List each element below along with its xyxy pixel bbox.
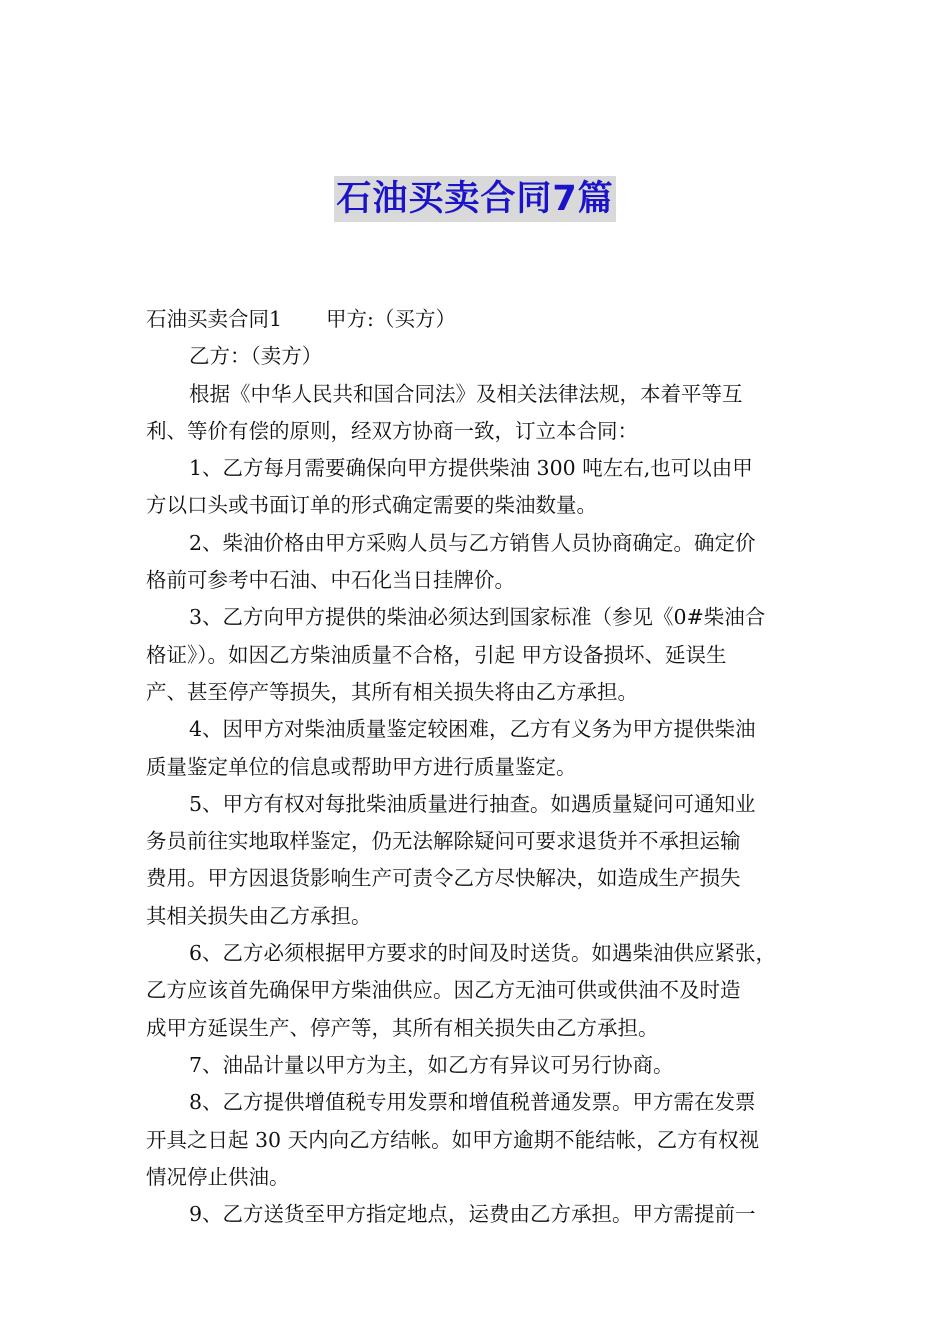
text-line-content: 8、乙方提供增值税专用发票和增值税普通发票。甲方需在发票 xyxy=(189,1090,756,1115)
text-line xyxy=(146,413,806,450)
text-line-content: 4、因甲方对柴油质量鉴定较困难，乙方有义务为甲方提供柴油 xyxy=(189,717,756,742)
text-line-content: 开具之日起 30 天内向乙方结帐。如甲方逾期不能结帐，乙方有权视 xyxy=(146,1127,760,1152)
text-line-content: 2、柴油价格由甲方采购人员与乙方销售人员协商确定。确定价 xyxy=(189,530,756,555)
text-line xyxy=(146,749,806,786)
text-line-content: 成甲方延误生产、停产等，其所有相关损失由乙方承担。 xyxy=(146,1015,659,1040)
text-line xyxy=(146,786,806,823)
text-line xyxy=(146,525,806,562)
text-line xyxy=(146,1047,806,1084)
text-line xyxy=(146,860,806,897)
text-line-content: 质量鉴定单位的信息或帮助甲方进行质量鉴定。 xyxy=(146,754,577,779)
contract-heading: 石油买卖合同1 xyxy=(146,307,283,331)
text-line-content: 1、乙方每月需要确保向甲方提供柴油 300 吨左右,也可以由甲 xyxy=(189,456,753,481)
text-line-content: 其相关损失由乙方承担。 xyxy=(146,903,372,928)
heading-line xyxy=(146,301,806,338)
text-line xyxy=(146,1196,806,1233)
text-line xyxy=(146,1084,806,1121)
party-b-label: 乙方：（卖方） xyxy=(189,344,323,369)
text-line xyxy=(146,637,806,674)
text-line-content: 利、等价有偿的原则，经双方协商一致，订立本合同： xyxy=(146,418,638,443)
text-line-content: 格证》）。如因乙方柴油质量不合格，引起 甲方设备损坏、延误生 xyxy=(146,642,727,667)
text-line xyxy=(146,450,806,487)
text-line-content: 3、乙方向甲方提供的柴油必须达到国家标准（参见《0#柴油合 xyxy=(189,605,766,630)
party-a-label: 甲方:（买方） xyxy=(326,307,456,331)
text-line-content: 5、甲方有权对每批柴油质量进行抽查。如遇质量疑问可通知业 xyxy=(189,791,756,816)
text-line-content: 乙方应该首先确保甲方柴油供应。因乙方无油可供或供油不及时造 xyxy=(146,978,741,1003)
document-body xyxy=(146,301,806,1233)
text-line-content: 根据《中华人民共和国合同法》及相关法律法规，本着平等互 xyxy=(189,381,743,406)
text-line-content: 9、乙方送货至甲方指定地点，运费由乙方承担。甲方需提前一 xyxy=(189,1202,756,1227)
text-line xyxy=(146,487,806,524)
text-line xyxy=(146,376,806,413)
text-line xyxy=(146,711,806,748)
text-line xyxy=(146,674,806,711)
text-line xyxy=(146,823,806,860)
text-line xyxy=(146,562,806,599)
document-title: 石油买卖合同7篇 xyxy=(334,176,615,222)
text-line xyxy=(146,898,806,935)
title-container xyxy=(0,176,950,222)
text-line-content: 产、甚至停产等损失，其所有相关损失将由乙方承担。 xyxy=(146,679,638,704)
text-line-content: 方以口头或书面订单的形式确定需要的柴油数量。 xyxy=(146,493,597,518)
text-line-content: 格前可参考中石油、中石化当日挂牌价。 xyxy=(146,568,515,593)
text-line-content: 费用。甲方因退货影响生产可责令乙方尽快解决，如造成生产损失 xyxy=(146,866,741,891)
text-line-content: 7、油品计量以甲方为主，如乙方有异议可另行协商。 xyxy=(189,1052,674,1077)
text-line-content: 情况停止供油。 xyxy=(146,1164,290,1189)
text-line xyxy=(146,1122,806,1159)
text-line xyxy=(146,972,806,1009)
text-line xyxy=(146,1159,806,1196)
text-line xyxy=(146,1010,806,1047)
text-line xyxy=(146,935,806,972)
text-line-content: 6、乙方必须根据甲方要求的时间及时送货。如遇柴油供应紧张， xyxy=(189,941,777,966)
text-line xyxy=(146,599,806,636)
party-b-line xyxy=(146,338,806,375)
text-line-content: 务员前往实地取样鉴定，仍无法解除疑问可要求退货并不承担运输 xyxy=(146,829,741,854)
